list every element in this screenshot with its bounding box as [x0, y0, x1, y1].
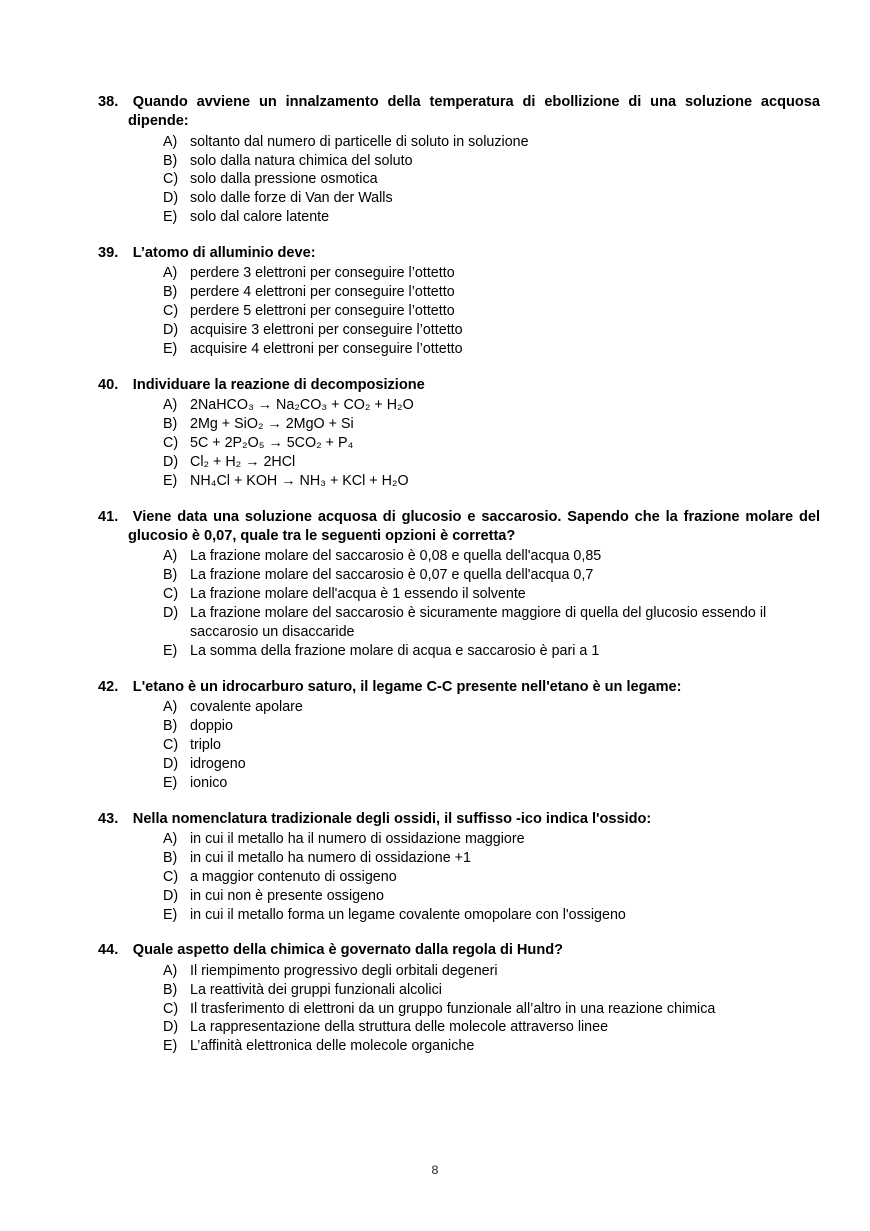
option-text: Il riempimento progressivo degli orbitali degeneri: [190, 962, 498, 979]
option-letter: E): [163, 472, 178, 489]
question-number: 40.: [98, 376, 119, 393]
option-item[interactable]: [98, 321, 820, 340]
question-stem: [98, 244, 820, 263]
option-letter: D): [163, 453, 179, 470]
question-text: Viene data una soluzione acquosa di glucosio e saccarosio. Sapendo che la frazione molare del glucosio è 0,07, quale tra le seguenti opzioni è corretta?: [128, 508, 820, 545]
option-letter: E): [163, 774, 178, 791]
option-text: a maggior contenuto di ossigeno: [190, 868, 397, 885]
option-letter: A): [163, 133, 178, 150]
option-letter: D): [163, 322, 179, 339]
question-text: Quale aspetto della chimica è governato dalla regola di Hund?: [132, 942, 564, 959]
option-letter: C): [163, 303, 179, 320]
option-item[interactable]: [98, 152, 820, 171]
option-item[interactable]: [98, 698, 820, 717]
option-text: La frazione molare del saccarosio è 0,08 e quella dell'acqua 0,85: [190, 548, 602, 565]
option-item[interactable]: [98, 962, 820, 981]
option-letter: E): [163, 209, 178, 226]
option-item[interactable]: [98, 453, 820, 472]
option-list: [98, 547, 820, 660]
option-text: La frazione molare del saccarosio è 0,07 e quella dell'acqua 0,7: [190, 567, 594, 584]
option-text: La rappresentazione della struttura delle molecole attraverso linee: [190, 1019, 609, 1036]
question-text: Nella nomenclatura tradizionale degli ossidi, il suffisso -ico indica l'ossido:: [132, 810, 652, 827]
option-letter: C): [163, 171, 179, 188]
option-text: perdere 5 elettroni per conseguire l’ottetto: [190, 303, 455, 320]
option-text: perdere 3 elettroni per conseguire l’ottetto: [190, 265, 455, 282]
option-text: Cl₂ + H₂ → 2HCl: [190, 453, 296, 470]
page-number: 8: [431, 1163, 439, 1177]
question-number: 42.: [98, 678, 119, 695]
option-item[interactable]: [98, 585, 820, 604]
option-item[interactable]: [98, 208, 820, 227]
option-text: solo dalla natura chimica del soluto: [190, 152, 413, 169]
option-letter: C): [163, 868, 179, 885]
question-number: 41.: [98, 508, 119, 525]
option-text: doppio: [190, 718, 233, 735]
option-letter: B): [163, 567, 178, 584]
option-item[interactable]: [98, 302, 820, 321]
option-item[interactable]: [98, 1000, 820, 1019]
option-letter: A): [163, 548, 178, 565]
option-item[interactable]: [98, 264, 820, 283]
question-text: Individuare la reazione di decomposizione: [132, 376, 425, 393]
option-list: [98, 396, 820, 491]
option-item[interactable]: [98, 849, 820, 868]
question-text: L’atomo di alluminio deve:: [132, 245, 316, 262]
option-text: covalente apolare: [190, 699, 303, 716]
option-list: [98, 698, 820, 793]
option-letter: B): [163, 718, 178, 735]
option-item[interactable]: [98, 736, 820, 755]
option-item[interactable]: [98, 472, 820, 491]
question-stem: [98, 508, 820, 547]
option-letter: E): [163, 1038, 178, 1055]
question-text: L'etano è un idrocarburo saturo, il legame C-C presente nell'etano è un legame:: [132, 678, 682, 695]
option-item[interactable]: [98, 868, 820, 887]
option-letter: C): [163, 435, 179, 452]
question-stem: [98, 678, 820, 697]
question-block: [98, 508, 820, 661]
option-item[interactable]: [98, 547, 820, 566]
option-text: in cui non è presente ossigeno: [190, 887, 384, 904]
option-text: L’affinità elettronica delle molecole organiche: [190, 1038, 475, 1055]
question-block: [98, 244, 820, 359]
option-letter: D): [163, 190, 179, 207]
option-list: [98, 962, 820, 1057]
question-stem: [98, 376, 820, 395]
option-item[interactable]: [98, 396, 820, 415]
option-letter: B): [163, 416, 178, 433]
option-item[interactable]: [98, 1018, 820, 1037]
option-item[interactable]: [98, 189, 820, 208]
option-letter: A): [163, 397, 178, 414]
option-letter: C): [163, 586, 179, 603]
option-letter: B): [163, 981, 178, 998]
option-item[interactable]: [98, 906, 820, 925]
option-text: ionico: [190, 774, 228, 791]
option-item[interactable]: [98, 566, 820, 585]
option-letter: D): [163, 755, 179, 772]
question-stem: [98, 810, 820, 829]
option-text: acquisire 3 elettroni per conseguire l’ottetto: [190, 322, 463, 339]
option-item[interactable]: [98, 717, 820, 736]
option-item[interactable]: [98, 642, 820, 661]
option-item[interactable]: [98, 133, 820, 152]
option-item[interactable]: [98, 755, 820, 774]
option-text: 2NaHCO₃ → Na₂CO₃ + CO₂ + H₂O: [190, 397, 414, 414]
option-list: [98, 133, 820, 228]
option-text: solo dalla pressione osmotica: [190, 171, 378, 188]
option-letter: C): [163, 736, 179, 753]
option-list: [98, 264, 820, 359]
option-text: solo dal calore latente: [190, 209, 330, 226]
option-text: solo dalle forze di Van der Walls: [190, 190, 393, 207]
option-letter: E): [163, 642, 178, 659]
option-text: La frazione molare dell'acqua è 1 essendo il solvente: [190, 586, 526, 603]
option-letter: B): [163, 284, 178, 301]
option-letter: B): [163, 152, 178, 169]
option-text: 2Mg + SiO₂ → 2MgO + Si: [190, 416, 354, 433]
option-text: La somma della frazione molare di acqua e saccarosio è pari a 1: [190, 642, 600, 659]
question-number: 44.: [98, 942, 119, 959]
question-block: [98, 376, 820, 491]
option-item[interactable]: [98, 434, 820, 453]
option-text: perdere 4 elettroni per conseguire l’ottetto: [190, 284, 455, 301]
option-text: idrogeno: [190, 755, 246, 772]
option-text: La reattività dei gruppi funzionali alcolici: [190, 981, 442, 998]
option-item[interactable]: [98, 830, 820, 849]
option-text: acquisire 4 elettroni per conseguire l’ottetto: [190, 341, 463, 358]
option-letter: D): [163, 1019, 179, 1036]
option-item[interactable]: [98, 415, 820, 434]
question-block: [98, 93, 820, 227]
option-item[interactable]: [98, 981, 820, 1000]
option-text: triplo: [190, 736, 221, 753]
option-letter: A): [163, 265, 178, 282]
option-item[interactable]: [98, 774, 820, 793]
question-number: 38.: [98, 94, 119, 110]
option-item[interactable]: [98, 887, 820, 906]
question-block: [98, 678, 820, 793]
option-text: in cui il metallo forma un legame covalente omopolare con l'ossigeno: [190, 906, 626, 923]
option-text: soltanto dal numero di particelle di soluto in soluzione: [190, 133, 529, 150]
option-item[interactable]: [98, 170, 820, 189]
option-item[interactable]: [98, 1037, 820, 1056]
option-item[interactable]: [98, 604, 820, 642]
questions-container: [98, 93, 820, 1056]
option-letter: B): [163, 849, 178, 866]
question-block: [98, 941, 820, 1056]
option-letter: C): [163, 1000, 179, 1017]
question-number: 43.: [98, 810, 119, 827]
option-text: in cui il metallo ha numero di ossidazione +1: [190, 849, 471, 866]
option-letter: A): [163, 962, 178, 979]
question-stem: [98, 941, 820, 960]
option-text: 5C + 2P₂O₅ → 5CO₂ + P₄: [190, 435, 354, 452]
option-letter: D): [163, 887, 179, 904]
option-letter: D): [163, 605, 179, 622]
option-text: Il trasferimento di elettroni da un gruppo funzionale all’altro in una reazione chimica: [190, 1000, 716, 1017]
question-text: Quando avviene un innalzamento della temperatura di ebollizione di una soluzione acquosa dipende:: [128, 94, 820, 130]
question-stem: [98, 93, 820, 132]
option-letter: A): [163, 699, 178, 716]
option-text: in cui il metallo ha il numero di ossidazione maggiore: [190, 830, 525, 847]
option-letter: A): [163, 830, 178, 847]
option-item[interactable]: [98, 283, 820, 302]
option-text: NH₄Cl + KOH → NH₃ + KCl + H₂O: [190, 472, 409, 489]
option-list: [98, 830, 820, 925]
option-letter: E): [163, 341, 178, 358]
option-item[interactable]: [98, 340, 820, 359]
question-number: 39.: [98, 245, 119, 262]
option-text: La frazione molare del saccarosio è sicuramente maggiore di quella del glucosio essendo il saccarosio un disaccaride: [190, 605, 767, 640]
question-block: [98, 810, 820, 925]
option-letter: E): [163, 906, 178, 923]
